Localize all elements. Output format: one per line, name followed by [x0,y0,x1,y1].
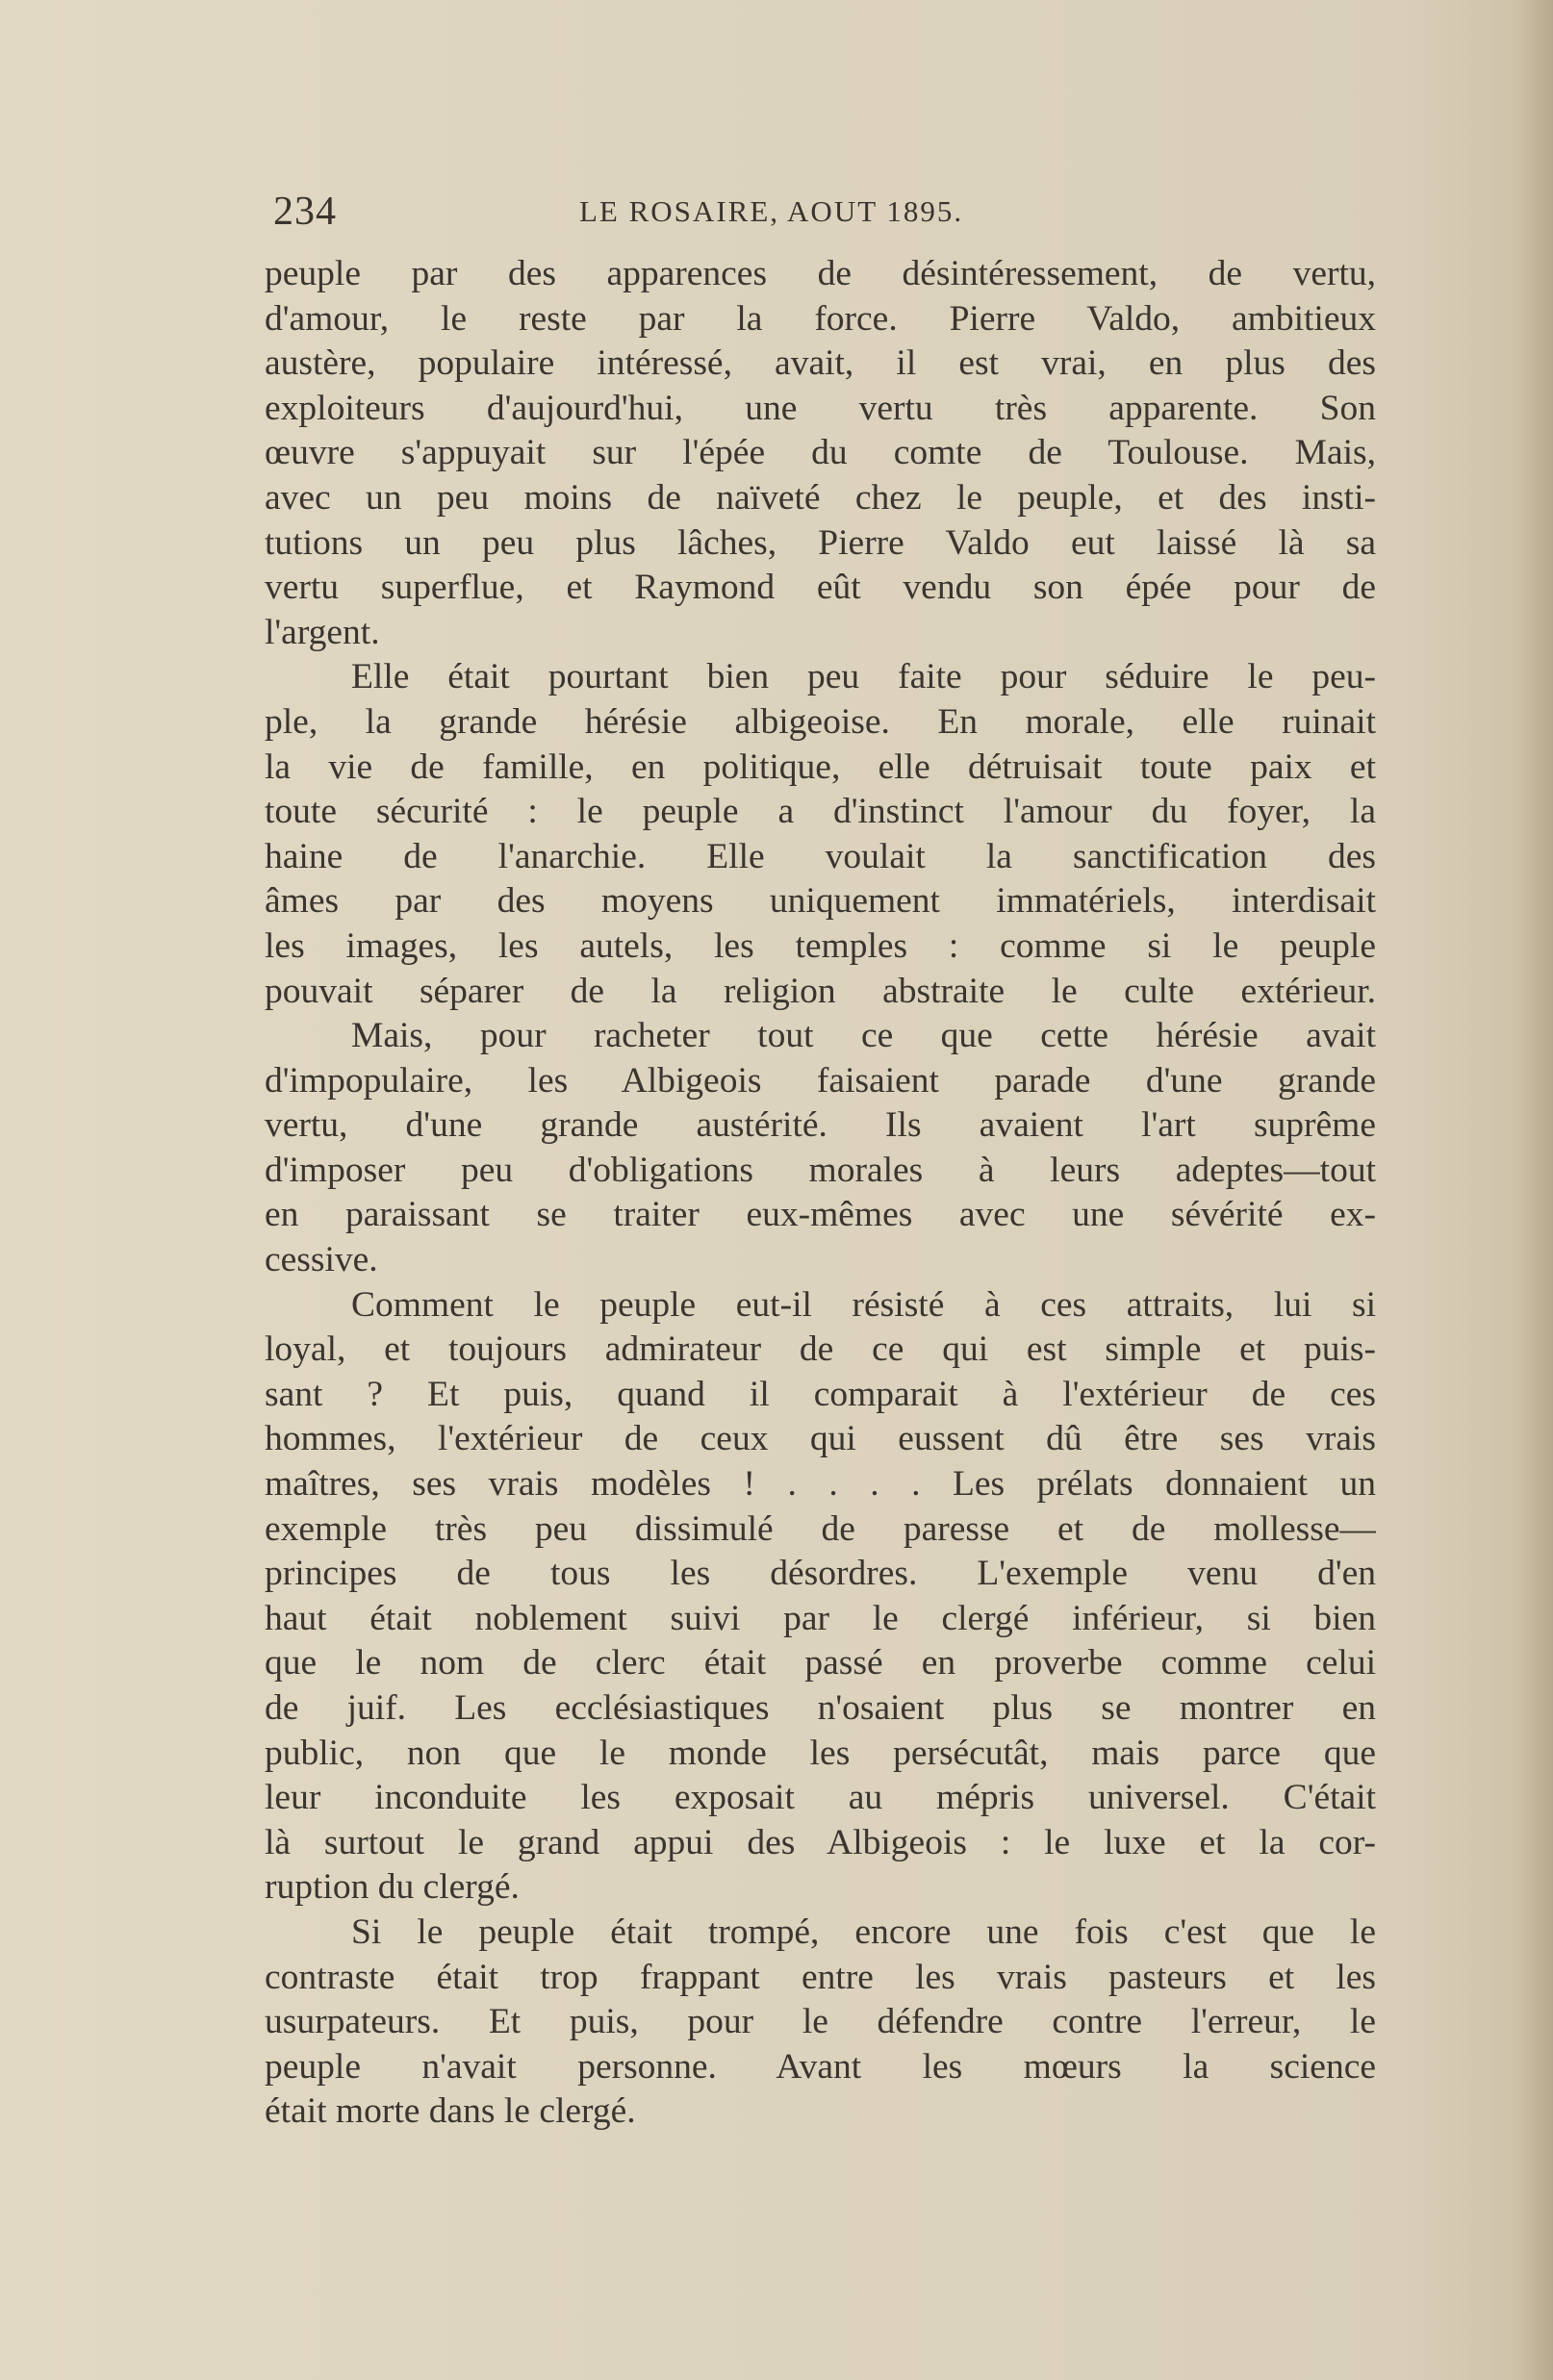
text-line: toute sécurité : le peuple a d'instinct l'amour du foyer, la [265,792,1376,832]
text-line: Mais, pour racheter tout ce que cette hérésie avait [351,1016,1376,1056]
text-line: était morte dans le clergé. [265,2091,636,2132]
text-line: austère, populaire intéressé, avait, il est vrai, en plus des [265,343,1376,384]
text-line: haine de l'anarchie. Elle voulait la sanctification des [265,836,1376,876]
text-line: hommes, l'extérieur de ceux qui eussent dû être ses vrais [265,1419,1376,1459]
text-line: la vie de famille, en politique, elle détruisait toute paix et [265,747,1376,787]
text-line: loyal, et toujours admirateur de ce qui est simple et puis- [265,1329,1376,1370]
text-line: âmes par des moyens uniquement immatériels, interdisait [265,881,1376,922]
text-line: usurpateurs. Et puis, pour le défendre contre l'erreur, le [265,2002,1376,2042]
text-line: public, non que le monde les persécutât, mais parce que [265,1733,1376,1773]
text-line: peuple par des apparences de désintéressement, de vertu, [265,254,1376,293]
text-line: Comment le peuple eut-il résisté à ces attraits, lui si [351,1284,1376,1325]
text-line: contraste était trop frappant entre les vrais pasteurs et les [265,1957,1376,1997]
text-line: œuvre s'appuyait sur l'épée du comte de Toulouse. Mais, [265,433,1376,473]
text-line: Elle était pourtant bien peu faite pour séduire le peu- [351,657,1376,697]
text-line: tutions un peu plus lâches, Pierre Valdo eut laissé là sa [265,522,1376,563]
text-line: d'impopulaire, les Albigeois faisaient parade d'une grande [265,1060,1376,1101]
body-text [265,252,1376,2135]
text-line: là surtout le grand appui des Albigeois : le luxe et la cor- [265,1822,1376,1862]
page-header [271,189,1378,237]
text-line: principes de tous les désordres. L'exemple venu d'en [265,1554,1376,1594]
text-line: avec un peu moins de naïveté chez le peuple, et des insti- [265,477,1376,518]
text-line: vertu superflue, et Raymond eût vendu son épée pour de [265,568,1376,608]
text-line: maîtres, ses vrais modèles ! . . . . Les prélats donnaient un [265,1464,1376,1505]
text-line: cessive. [265,1240,378,1280]
text-line: leur inconduite les exposait au mépris universel. C'était [265,1778,1376,1818]
text-line: de juif. Les ecclésiastiques n'osaient plus se montrer en [265,1688,1376,1728]
text-line: les images, les autels, les temples : comme si le peuple [265,925,1376,966]
text-line: exemple très peu dissimulé de paresse et de mollesse— [265,1508,1376,1549]
text-line: que le nom de clerc était passé en proverbe comme celui [265,1643,1376,1684]
running-title: LE ROSAIRE, AOUT 1895. [579,194,964,228]
text-line: ruption du clergé. [265,1867,520,1908]
text-line: pouvait séparer de la religion abstraite le culte extérieur. [265,971,1376,1011]
text-line: Si le peuple était trompé, encore une fois c'est que le [351,1912,1376,1952]
text-line: d'amour, le reste par la force. Pierre Valdo, ambitieux [265,298,1376,339]
text-line: ple, la grande hérésie albigeoise. En morale, elle ruinait [265,701,1376,742]
page-number: 234 [273,190,337,234]
text-line: en paraissant se traiter eux-mêmes avec une sévérité ex- [265,1195,1376,1235]
text-line: peuple n'avait personne. Avant les mœurs la science [265,2046,1376,2087]
text-line: haut était noblement suivi par le clergé inférieur, si bien [265,1598,1376,1638]
text-line: sant ? Et puis, quand il comparait à l'extérieur de ces [265,1374,1376,1414]
text-line: l'argent. [265,612,380,652]
page-edge-shadow [1515,0,1553,2380]
text-line: d'imposer peu d'obligations morales à leurs adeptes—tout [265,1150,1376,1190]
text-line: vertu, d'une grande austérité. Ils avaient l'art suprême [265,1105,1376,1146]
text-line: exploiteurs d'aujourd'hui, une vertu très apparente. Son [265,388,1376,428]
